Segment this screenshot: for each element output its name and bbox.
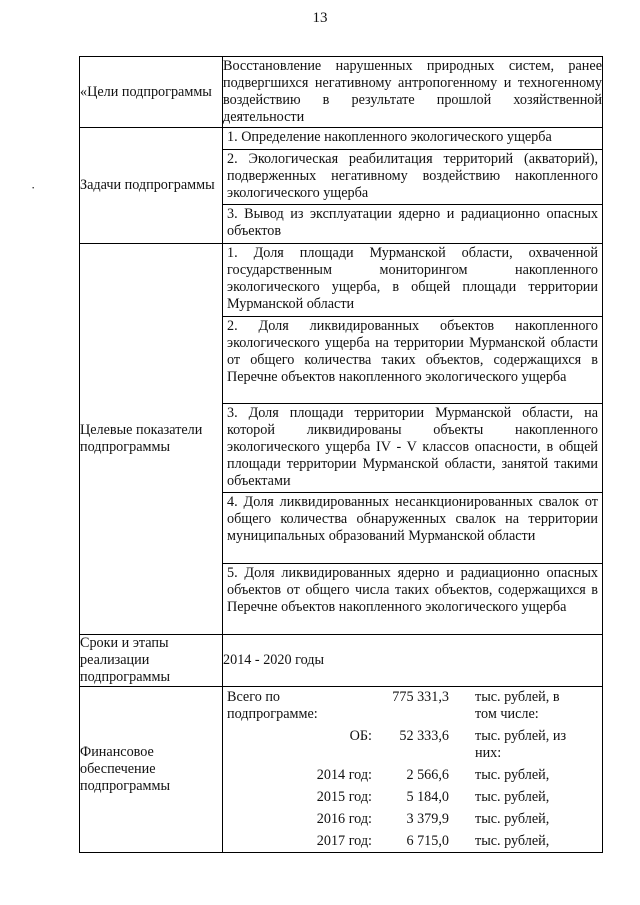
financing-year-unit: тыс. рублей, <box>475 833 550 849</box>
financing-year-label: 2015 год: <box>316 789 372 805</box>
indicator-item: 3. Доля площади территории Мурманской области, на которой ликвидированы объекты накопленного экологического ущерба IV - V классов опасности, в общей площади территории Мурманской области, занятой такими объектами <box>223 403 602 492</box>
task-item: 1. Определение накопленного экологического ущерба <box>227 129 552 145</box>
financing-label: Финансовое обеспечение подпрограммы <box>80 687 223 853</box>
financing-details <box>223 687 603 853</box>
financing-ob-value: 52 333,6 <box>399 728 449 744</box>
indicator-item: 4. Доля ликвидированных несанкционированных свалок от общего количества обнаруженных свалок на территории муниципальных образований Мурманской области <box>223 492 602 563</box>
financing-row <box>80 687 603 853</box>
indicator-item: 2. Доля ликвидированных объектов накопленного экологического ущерба на территории Мурманской области от общего количества таких объектов, содержащихся в Перечне объектов накопленного экологического ущерба <box>223 316 602 403</box>
financing-year-label: 2017 год: <box>316 833 372 849</box>
financing-year-unit: тыс. рублей, <box>475 767 550 783</box>
indicators-label: Целевые показатели подпрограммы <box>80 244 223 635</box>
indicators-list <box>223 244 603 635</box>
tasks-label: Задачи подпрограммы <box>80 128 223 244</box>
financing-year-unit: тыс. рублей, <box>475 789 550 805</box>
goals-text: Восстановление нарушенных природных систем, ранее подвергшихся негативному антропогенному и техногенному воздействию в результате прошлой хозяйственной деятельности <box>223 57 603 128</box>
financing-year-unit: тыс. рублей, <box>475 811 550 827</box>
financing-year-label: 2014 год: <box>316 767 372 783</box>
indicator-item: 1. Доля площади Мурманской области, охваченной государственным мониторингом накопленного экологического ущерба, в общей площади территории Мурманской области <box>227 245 598 312</box>
financing-year-value: 5 184,0 <box>406 789 449 805</box>
tasks-list <box>223 128 603 244</box>
financing-total-unit: тыс. рублей, в том числе: <box>475 689 560 722</box>
financing-year-value: 2 566,6 <box>406 767 449 783</box>
financing-ob-unit: тыс. рублей, из них: <box>475 728 567 761</box>
financing-grid <box>223 687 602 852</box>
goals-row <box>80 57 603 128</box>
subprogram-passport-table <box>79 56 603 853</box>
page-number: 13 <box>312 10 328 26</box>
goals-label: «Цели подпрограммы <box>80 57 223 128</box>
financing-total-value: 775 331,3 <box>392 689 449 705</box>
task-item: 2. Экологическая реабилитация территорий (акваторий), подверженных негативному воздействию накопленного экологического ущерба <box>223 149 602 204</box>
indicator-item: 5. Доля ликвидированных ядерно и радиационно опасных объектов от общего числа таких объектов, содержащихся в Перечне объектов накопленного экологического ущерба <box>223 563 602 634</box>
tasks-row <box>80 128 603 244</box>
financing-ob-label: ОБ: <box>349 728 372 744</box>
indicators-row <box>80 244 603 635</box>
task-item: 3. Вывод из эксплуатации ядерно и радиационно опасных объектов <box>223 204 602 243</box>
financing-year-value: 6 715,0 <box>406 833 449 849</box>
terms-text: 2014 - 2020 годы <box>223 635 603 687</box>
terms-label: Сроки и этапы реализации подпрограммы <box>80 635 223 687</box>
terms-row <box>80 635 603 687</box>
financing-year-value: 3 379,9 <box>406 811 449 827</box>
financing-year-label: 2016 год: <box>316 811 372 827</box>
financing-total-label: Всего по подпрограмме: <box>227 689 318 722</box>
stray-mark: · <box>31 180 36 195</box>
